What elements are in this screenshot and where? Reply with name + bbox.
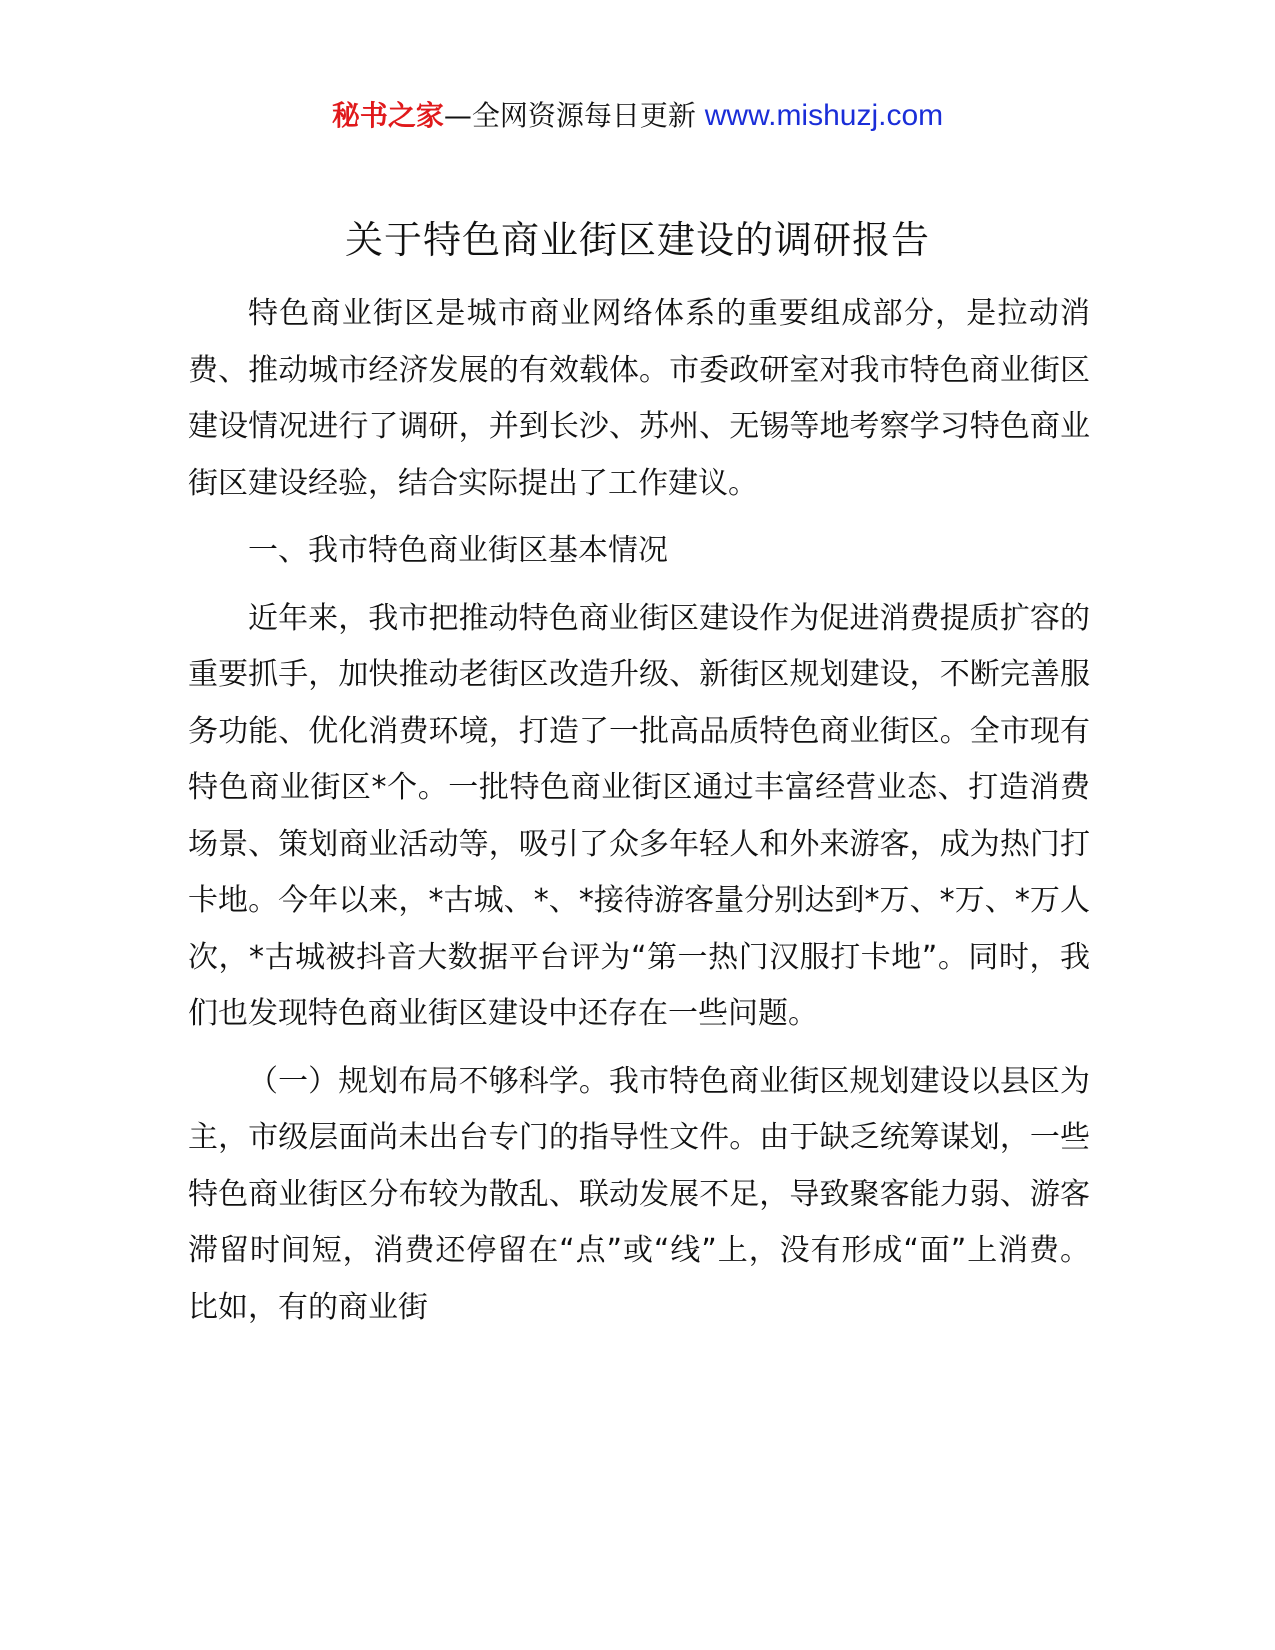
site-url-link[interactable]: www.mishuzj.com (704, 99, 944, 132)
site-banner (0, 96, 1275, 136)
banner-tagline: —全网资源每日更新 (443, 99, 705, 132)
brand-name: 秘书之家 (331, 99, 444, 132)
situation-paragraph: 近年来，我市把推动特色商业街区建设作为促进消费提质扩容的重要抓手，加快推动老街区改造升级、新街区规划建设，不断完善服务功能、优化消费环境，打造了一批高品质特色商业街区。全市现有特色商业街区*个。一批特色商业街区通过丰富经营业态、打造消费场景、策划商业活动等，吸引了众多年轻人和外来游客，成为热门打卡地。今年以来，*古城、*、*接待游客量分别达到*万、*万、*万人次，*古城被抖音大数据平台评为“第一热门汉服打卡地”。同时，我们也发现特色商业街区建设中还存在一些问题。 (188, 600, 1090, 1031)
intro-paragraph: 特色商业街区是城市商业网络体系的重要组成部分，是拉动消费、推动城市经济发展的有效载体。市委政研室对我市特色商业街区建设情况进行了调研，并到长沙、苏州、无锡等地考察学习特色商业街区建设经验，结合实际提出了工作建议。 (188, 296, 1090, 501)
document-body (188, 286, 1090, 1336)
issue-paragraph: （一）规划布局不够科学。我市特色商业街区规划建设以县区为主，市级层面尚未出台专门的指导性文件。由于缺乏统筹谋划，一些特色商业街区分布较为散乱、联动发展不足，导致聚客能力弱、游客滞留时间短，消费还停留在“点”或“线”上，没有形成“面”上消费。比如，有的商业街 (188, 1063, 1090, 1325)
section-heading: 一、我市特色商业街区基本情况 (248, 533, 668, 568)
document-title: 关于特色商业街区建设的调研报告 (344, 218, 930, 262)
